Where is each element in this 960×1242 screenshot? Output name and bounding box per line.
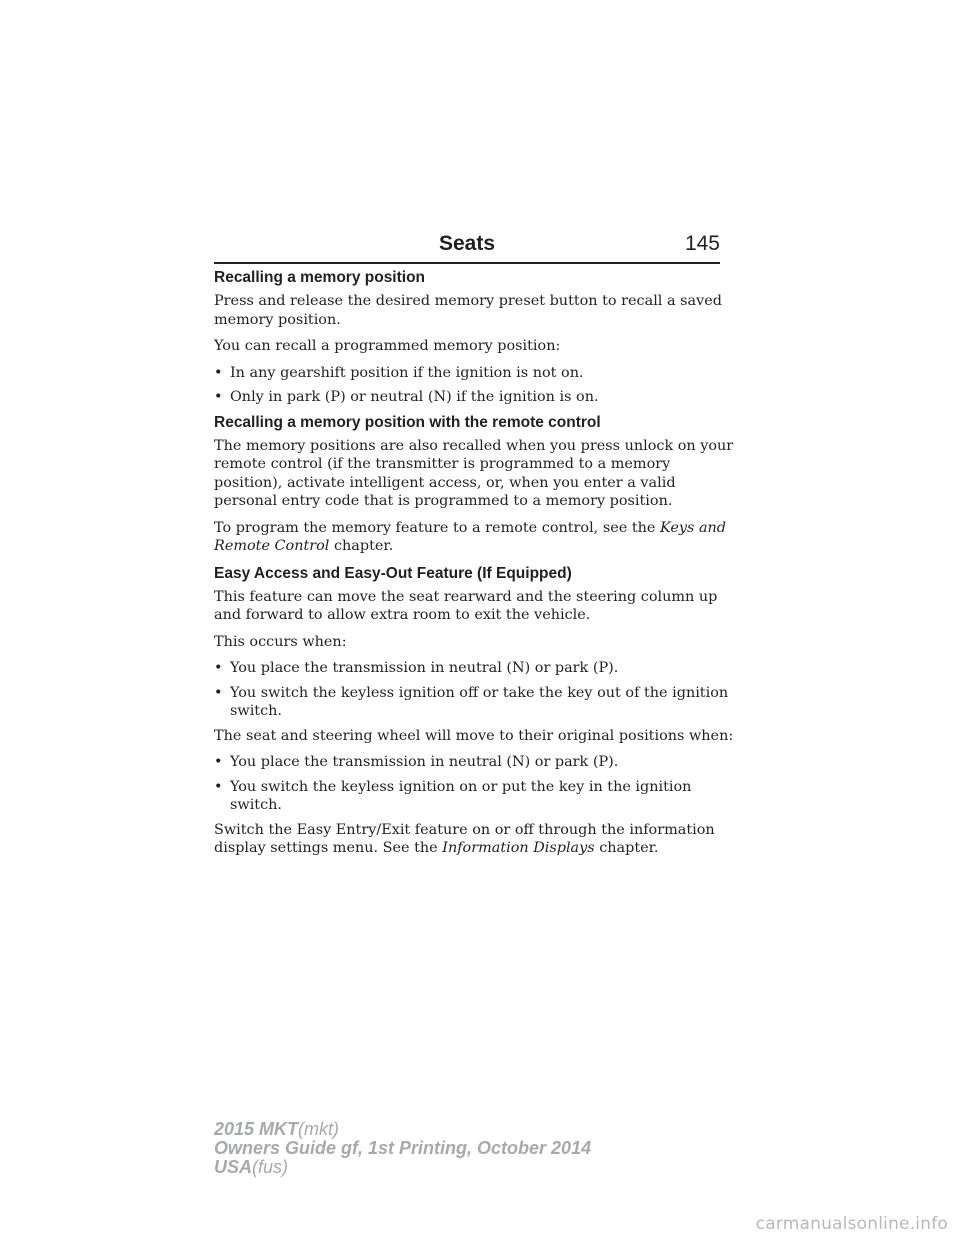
list-item-text: You switch the keyless ignition off or take the key out of the ignition switch. bbox=[230, 684, 729, 719]
list-item bbox=[214, 388, 734, 407]
paragraph: This occurs when: bbox=[214, 633, 347, 650]
bullet-list bbox=[214, 753, 734, 815]
footer-model-code: (mkt) bbox=[298, 1119, 340, 1139]
footer-line-edition bbox=[214, 1139, 591, 1158]
paragraph-text: chapter. bbox=[329, 538, 394, 554]
list-item-text: You place the transmission in neutral (N) or park (P). bbox=[230, 754, 619, 770]
paragraph: This feature can move the seat rearward and the steering column up and forward to allow extra room to exit the vehicle. bbox=[214, 588, 718, 623]
page-header bbox=[214, 226, 720, 264]
footer-edition: Owners Guide gf, 1st Printing, October 2014 bbox=[214, 1138, 592, 1158]
list-item bbox=[214, 659, 734, 678]
section-heading-remote: Recalling a memory position with the remote control bbox=[214, 413, 601, 431]
paragraph-text: chapter. bbox=[594, 840, 659, 856]
list-item-text: Only in park (P) or neutral (N) if the ignition is on. bbox=[230, 389, 599, 405]
bullet-glyph: • bbox=[214, 778, 223, 795]
bullet-glyph: • bbox=[214, 754, 223, 770]
list-item-text: In any gearshift position if the ignition is not on. bbox=[230, 364, 584, 381]
paragraph: Press and release the desired memory preset button to recall a saved memory position. bbox=[214, 293, 722, 328]
chapter-reference-information-displays: Information Displays bbox=[442, 840, 595, 856]
list-item bbox=[214, 753, 734, 772]
footer-market: USA bbox=[214, 1157, 253, 1177]
section-heading-recall: Recalling a memory position bbox=[214, 269, 426, 286]
bullet-glyph: • bbox=[214, 684, 223, 701]
watermark: carmanualsonline.info bbox=[755, 1214, 948, 1234]
list-item-text: You place the transmission in neutral (N) or park (P). bbox=[230, 660, 619, 676]
bullet-glyph: • bbox=[214, 660, 223, 676]
section-heading-easy-access: Easy Access and Easy-Out Feature (If Equipped) bbox=[214, 564, 572, 582]
list-item bbox=[214, 364, 734, 383]
print-footer bbox=[214, 1120, 591, 1177]
bullet-list bbox=[214, 659, 734, 721]
page-content bbox=[214, 268, 734, 866]
list-item bbox=[214, 684, 734, 721]
paragraph: The memory positions are also recalled when you press unlock on your remote control (if the transmitter is programmed to a memory position), activate intelligent access, or, when you enter a valid personal entry code that is programmed to a memory position. bbox=[214, 437, 734, 509]
footer-line-market bbox=[214, 1158, 591, 1177]
list-item bbox=[214, 778, 734, 815]
footer-line-model bbox=[214, 1120, 591, 1139]
chapter-reference-keys-and-remote-control: Keys and Remote Control bbox=[214, 519, 726, 554]
paragraph bbox=[214, 821, 734, 858]
paragraph-text: Switch the Easy Entry/Exit feature on or off through the information display settings menu. See the bbox=[214, 821, 715, 856]
paragraph: You can recall a programmed memory position: bbox=[214, 338, 561, 354]
chapter-title: Seats bbox=[438, 232, 496, 255]
bullet-glyph: • bbox=[214, 364, 223, 381]
footer-model: 2015 MKT bbox=[214, 1119, 299, 1139]
bullet-glyph: • bbox=[214, 389, 223, 405]
paragraph-text: To program the memory feature to a remote control, see the bbox=[214, 519, 660, 536]
list-item-text: You switch the keyless ignition on or put the key in the ignition switch. bbox=[230, 778, 692, 813]
paragraph: The seat and steering wheel will move to their original positions when: bbox=[214, 727, 734, 744]
paragraph bbox=[214, 519, 734, 556]
bullet-list bbox=[214, 364, 734, 407]
footer-market-code: (fus) bbox=[252, 1157, 289, 1177]
page-number: 145 bbox=[684, 232, 720, 255]
